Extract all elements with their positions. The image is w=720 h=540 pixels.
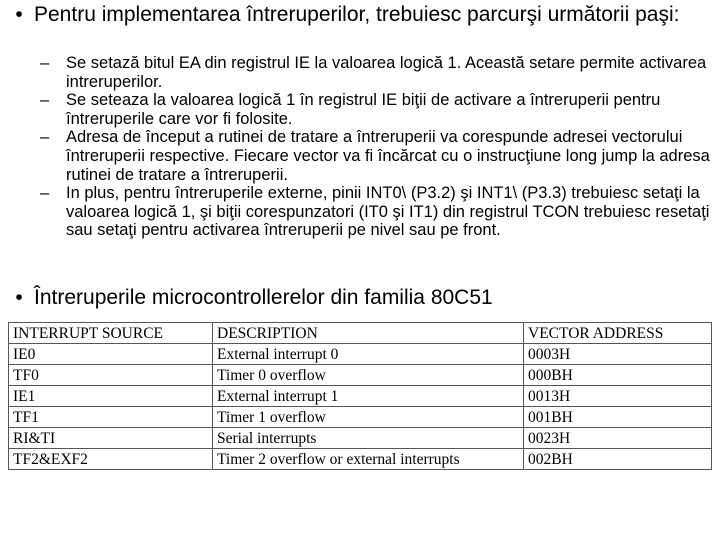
cell-description: Serial interrupts — [213, 428, 524, 449]
header-interrupt-source: INTERRUPT SOURCE — [9, 323, 213, 344]
bullet-table-title — [4, 287, 716, 309]
cell-description: Timer 1 overflow — [213, 407, 524, 428]
cell-address: 0013H — [524, 386, 712, 407]
list-item — [40, 91, 716, 128]
bullet-intro-text: Pentru implementarea întreruperilor, trebuiesc parcurşi următorii paşi: — [34, 3, 680, 26]
step-text: Se seteaza la valoarea logică 1 în registrul IE biţii de activare a întreruperii pentru întreruperile care vor fi folosite. — [66, 91, 661, 128]
bullet-dot: • — [15, 286, 23, 309]
cell-description: External interrupt 1 — [213, 386, 524, 407]
table-title-text: Întreruperile microcontrollerelor din familia 80C51 — [34, 286, 493, 309]
table-row — [9, 344, 712, 365]
cell-address: 0003H — [524, 344, 712, 365]
header-description: DESCRIPTION — [213, 323, 524, 344]
header-vector-address: VECTOR ADDRESS — [524, 323, 712, 344]
list-item — [40, 184, 716, 240]
cell-address: 0023H — [524, 428, 712, 449]
table-row — [9, 386, 712, 407]
dash-marker: – — [40, 54, 50, 72]
cell-description: External interrupt 0 — [213, 344, 524, 365]
step-text: Adresa de început a rutinei de tratare a întreruperii va corespunde adresei vectorului întreruperii respective. Fiecare vector va fi încărcat cu o instrucţiune long jump la adresa rutinei de tratare a întreruperii. — [66, 128, 710, 184]
steps-list — [40, 54, 716, 240]
step-text: Se setază bitul EA din registrul IE la valoarea logică 1. Această setare permite activarea intreruperilor. — [66, 54, 707, 91]
cell-source: IE0 — [9, 344, 213, 365]
table-header-row — [9, 323, 712, 344]
cell-address: 000BH — [524, 365, 712, 386]
cell-description: Timer 0 overflow — [213, 365, 524, 386]
list-item — [40, 54, 716, 91]
cell-address: 001BH — [524, 407, 712, 428]
table-row — [9, 449, 712, 470]
step-text: In plus, pentru întreruperile externe, pinii INT0\ (P3.2) şi INT1\ (P3.3) trebuiesc setaţi la valoarea logică 1, şi biţii corespunzatori (IT0 şi IT1) din registrul TCON trebuiesc resetaţi sau setaţi pentru activarea întreruperii pe nivel sau pe front. — [66, 184, 710, 240]
bullet-intro — [4, 4, 716, 26]
dash-marker: – — [40, 184, 50, 203]
list-item — [40, 128, 716, 184]
cell-source: TF0 — [9, 365, 213, 386]
table-row — [9, 365, 712, 386]
cell-source: RI&TI — [9, 428, 213, 449]
interrupt-vector-table — [8, 322, 712, 470]
bullet-dot: • — [15, 3, 23, 26]
cell-source: IE1 — [9, 386, 213, 407]
cell-source: TF2&EXF2 — [9, 449, 213, 470]
table-row — [9, 428, 712, 449]
dash-marker: – — [40, 91, 50, 110]
cell-description: Timer 2 overflow or external interrupts — [213, 449, 524, 470]
cell-source: TF1 — [9, 407, 213, 428]
cell-address: 002BH — [524, 449, 712, 470]
table-row — [9, 407, 712, 428]
dash-marker: – — [40, 128, 50, 147]
